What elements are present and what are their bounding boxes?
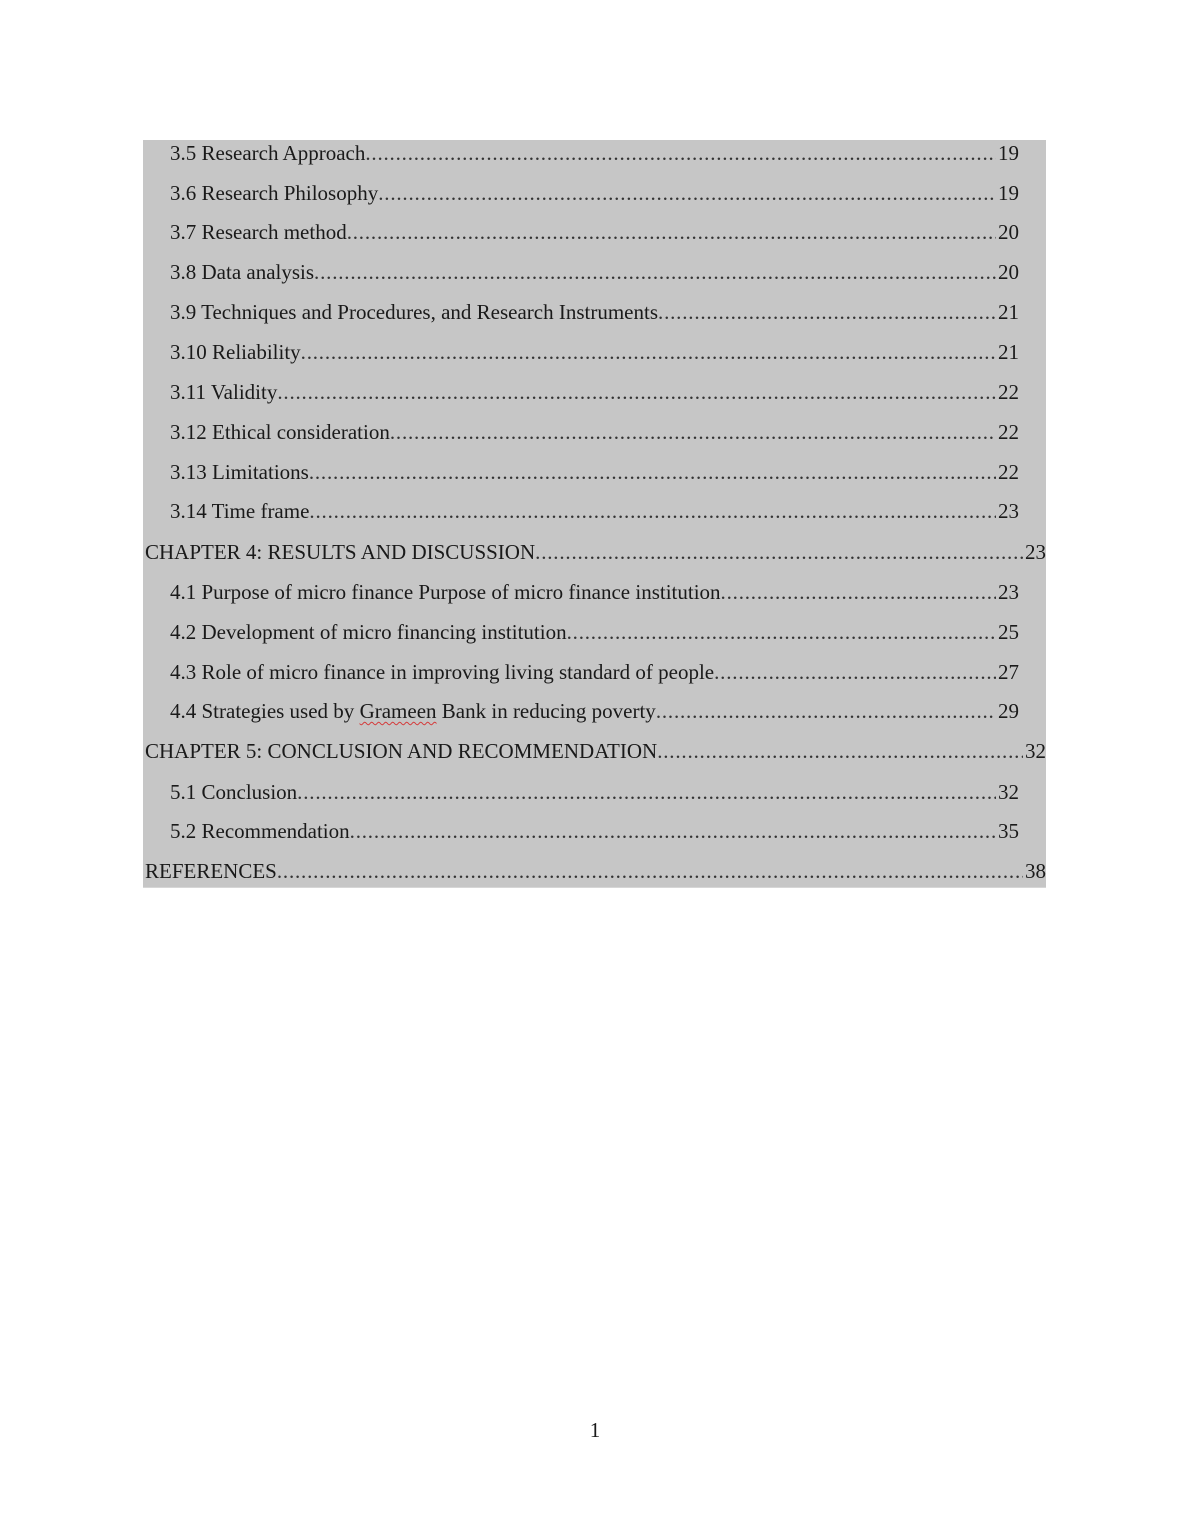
toc-entry-page: 32 <box>998 780 1019 804</box>
toc-entry-page: 32 <box>1025 739 1046 763</box>
dot-leader <box>277 859 1023 883</box>
spellcheck-flagged-word[interactable]: Grameen <box>359 699 437 723</box>
dot-leader <box>656 699 996 723</box>
toc-entry-3-7[interactable] <box>170 220 1019 244</box>
toc-entry-page: 21 <box>998 300 1019 324</box>
toc-entry-3-12[interactable] <box>170 420 1019 444</box>
toc-entry-page: 25 <box>998 620 1019 644</box>
toc-entry-title: 5.2 Recommendation <box>170 819 350 843</box>
dot-leader <box>378 181 996 205</box>
toc-entry-chapter-5[interactable] <box>145 739 1046 763</box>
toc-entry-3-13[interactable] <box>170 460 1019 484</box>
toc-entry-4-4[interactable] <box>170 699 1019 723</box>
dot-leader <box>347 220 996 244</box>
toc-entry-title: 3.14 Time frame <box>170 499 310 523</box>
toc-entry-title: 3.5 Research Approach <box>170 141 366 165</box>
toc-entry-title <box>170 699 656 723</box>
toc-entry-title: CHAPTER 5: CONCLUSION AND RECOMMENDATION <box>145 739 658 763</box>
toc-entry-title: 3.7 Research method <box>170 220 347 244</box>
toc-entry-3-10[interactable] <box>170 340 1019 364</box>
dot-leader <box>714 660 996 684</box>
toc-entry-title: 4.1 Purpose of micro finance Purpose of micro finance institution <box>170 580 721 604</box>
toc-entry-page: 22 <box>998 380 1019 404</box>
toc-entry-page: 27 <box>998 660 1019 684</box>
dot-leader <box>657 739 1023 763</box>
toc-entry-references[interactable] <box>145 859 1046 883</box>
dot-leader <box>277 380 996 404</box>
toc-entry-title: 3.10 Reliability <box>170 340 301 364</box>
toc-entry-3-5[interactable] <box>170 141 1019 165</box>
dot-leader <box>365 141 996 165</box>
dot-leader <box>721 580 996 604</box>
toc-entry-title: 3.8 Data analysis <box>170 260 315 284</box>
toc-entry-title: 3.11 Validity <box>170 380 278 404</box>
dot-leader <box>297 780 996 804</box>
toc-entry-page: 22 <box>998 460 1019 484</box>
toc-entry-title: 3.6 Research Philosophy <box>170 181 379 205</box>
toc-entry-5-2[interactable] <box>170 819 1019 843</box>
toc-entry-3-9[interactable] <box>170 300 1019 324</box>
toc-entry-page: 20 <box>998 220 1019 244</box>
toc-entry-title: 3.12 Ethical consideration <box>170 420 390 444</box>
dot-leader <box>350 819 996 843</box>
toc-entry-page: 23 <box>998 499 1019 523</box>
toc-entry-title: REFERENCES <box>145 859 277 883</box>
toc-entry-chapter-4[interactable] <box>145 540 1046 564</box>
toc-entry-page: 23 <box>998 580 1019 604</box>
toc-entry-page: 19 <box>998 181 1019 205</box>
toc-entry-title-start: 4.4 Strategies used by <box>170 699 355 723</box>
dot-leader <box>309 499 996 523</box>
toc-entry-4-1[interactable] <box>170 580 1019 604</box>
toc-entry-page: 38 <box>1025 859 1046 883</box>
toc-entry-page: 29 <box>998 699 1019 723</box>
toc-entry-4-3[interactable] <box>170 660 1019 684</box>
dot-leader <box>535 540 1023 564</box>
toc-entry-3-6[interactable] <box>170 181 1019 205</box>
toc-entry-4-2[interactable] <box>170 620 1019 644</box>
toc-entry-title: 3.13 Limitations <box>170 460 309 484</box>
toc-entry-page: 23 <box>1025 540 1046 564</box>
table-of-contents <box>143 140 1046 888</box>
toc-entry-title: 5.1 Conclusion <box>170 780 298 804</box>
toc-entry-page: 22 <box>998 420 1019 444</box>
toc-entry-title: 3.9 Techniques and Procedures, and Research Instruments <box>170 300 659 324</box>
toc-entry-5-1[interactable] <box>170 780 1019 804</box>
toc-entry-title: 4.2 Development of micro financing institution <box>170 620 567 644</box>
dot-leader <box>567 620 996 644</box>
toc-entry-title-end: Bank in reducing poverty <box>441 699 656 723</box>
dot-leader <box>658 300 996 324</box>
toc-entry-title: 4.3 Role of micro finance in improving living standard of people <box>170 660 715 684</box>
toc-entry-page: 19 <box>998 141 1019 165</box>
dot-leader <box>314 260 996 284</box>
toc-entry-page: 20 <box>998 260 1019 284</box>
page-number: 1 <box>589 1418 601 1442</box>
toc-entry-3-14[interactable] <box>170 499 1019 523</box>
dot-leader <box>390 420 996 444</box>
toc-entry-page: 35 <box>998 819 1019 843</box>
toc-entry-page: 21 <box>998 340 1019 364</box>
dot-leader <box>309 460 996 484</box>
toc-entry-3-8[interactable] <box>170 260 1019 284</box>
dot-leader <box>301 340 996 364</box>
toc-entry-3-11[interactable] <box>170 380 1019 404</box>
toc-entry-title: CHAPTER 4: RESULTS AND DISCUSSION <box>145 540 536 564</box>
